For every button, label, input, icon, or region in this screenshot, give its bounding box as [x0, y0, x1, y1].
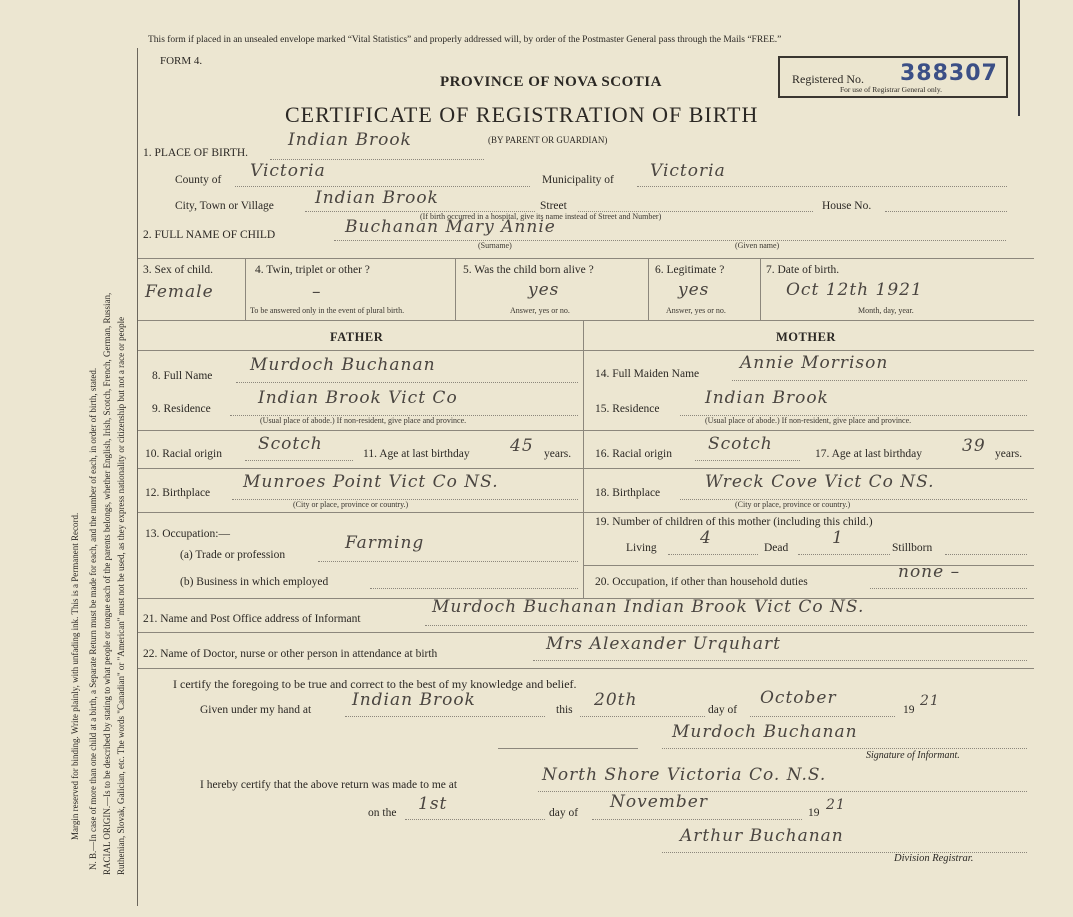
business-label: (b) Business in which employed [180, 576, 329, 588]
dead-value: 1 [832, 528, 844, 548]
mother-sep-4 [583, 565, 1034, 566]
county-value: Victoria [250, 161, 326, 181]
mother-occupation-label: 20. Occupation, if other than household duties [595, 576, 808, 588]
registered-number: 388307 [900, 61, 998, 86]
registrar-year-prefix: 19 [808, 807, 820, 819]
given-year: 21 [920, 693, 940, 709]
mother-racial-value: Scotch [708, 434, 773, 454]
father-residence-note: (Usual place of abode.) If non-resident, give place and province. [260, 416, 467, 425]
informant-signature: Murdoch Buchanan [672, 722, 858, 742]
this-label: this [556, 704, 573, 716]
form-number: FORM 4. [160, 55, 203, 67]
municipality-value: Victoria [650, 161, 726, 181]
given-label: Given under my hand at [200, 704, 312, 716]
mother-occupation-value: none – [898, 562, 961, 582]
living-value: 4 [700, 528, 712, 548]
twin-note: To be answered only in the event of plural birth. [250, 306, 405, 315]
father-name-value: Murdoch Buchanan [250, 355, 436, 375]
mother-occupation-line [870, 588, 1027, 589]
mother-racial-label: 16. Racial origin [595, 448, 672, 460]
date-value: Oct 12th 1921 [786, 280, 923, 300]
given-month: October [760, 688, 837, 708]
margin-note: Margin reserved for binding. Write plainly, with unfading ink. This is a Permanent Record. [70, 512, 80, 840]
racial-origin-note-1: RACIAL ORIGIN.—Is to be described by stating to what people or tongue each of the parents belongs, whether English, Irish, Scotch, French, German, Russian, [102, 292, 112, 875]
mother-birthplace-label: 18. Birthplace [595, 487, 661, 499]
registrar-statement: I hereby certify that the above return was made to me at [200, 779, 458, 791]
parents-divider [583, 320, 584, 598]
city-value: Indian Brook [315, 188, 439, 208]
father-birthplace-note: (City or place, province or country.) [293, 500, 409, 509]
mother-sep-2 [583, 468, 1034, 469]
registrar-signature-label: Division Registrar. [894, 853, 974, 864]
row-top-line [138, 258, 1034, 259]
dead-label: Dead [764, 542, 789, 554]
doctor-value: Mrs Alexander Urquhart [546, 634, 781, 654]
living-label: Living [626, 542, 657, 554]
informant-line [425, 625, 1027, 626]
street-label: Street [540, 200, 567, 212]
racial-origin-note-2: Ruthenian, Slovak, Galician, etc. The words "Canadian" or "American" must not be used, as they express nationality or citizenship but not a race or people [116, 316, 126, 875]
twin-value: – [312, 282, 322, 302]
father-heading: FATHER [330, 330, 384, 344]
informant-sep [138, 632, 1034, 633]
registered-note: For use of Registrar General only. [840, 85, 942, 94]
doctor-line [533, 660, 1027, 661]
registrar-day: 1st [418, 794, 448, 814]
mother-sep-1 [583, 430, 1034, 431]
mother-racial-line [695, 460, 800, 461]
alive-label: 5. Was the child born alive ? [463, 264, 594, 276]
father-residence-label: 9. Residence [152, 403, 211, 415]
mother-birthplace-line [680, 499, 1027, 500]
registrar-day-line [405, 819, 545, 820]
registered-label: Registered No. [792, 72, 864, 86]
mother-birthplace-note: (City or place, province or country.) [735, 500, 851, 509]
given-place-line [345, 716, 545, 717]
hospital-note: (If birth occurred in a hospital, give its name instead of Street and Number) [420, 212, 662, 221]
twin-label: 4. Twin, triplet or other ? [255, 264, 370, 276]
mother-name-value: Annie Morrison [740, 353, 889, 373]
father-birthplace-value: Munroes Point Vict Co NS. [243, 472, 499, 492]
registrar-year: 21 [826, 797, 846, 813]
surname-note: (Surname) [478, 241, 512, 250]
living-line [668, 554, 758, 555]
signature-short-line [498, 748, 638, 749]
date-label: 7. Date of birth. [766, 264, 840, 276]
alive-value: yes [528, 280, 560, 300]
place-line [270, 159, 484, 160]
father-racial-line [245, 460, 353, 461]
father-years: years. [544, 448, 572, 460]
informant-signature-line [662, 748, 1027, 749]
registrar-day-label: day of [549, 807, 579, 819]
informant-label: 21. Name and Post Office address of Informant [143, 613, 361, 625]
county-line [235, 186, 530, 187]
col-divider-2 [455, 258, 456, 320]
certificate-title: CERTIFICATE OF REGISTRATION OF BIRTH [285, 102, 759, 127]
informant-signature-label: Signature of Informant. [866, 750, 960, 761]
father-birthplace-label: 12. Birthplace [145, 487, 211, 499]
mother-residence-value: Indian Brook [705, 388, 829, 408]
registrar-place: North Shore Victoria Co. N.S. [542, 765, 827, 785]
father-name-line [236, 382, 578, 383]
col-divider-1 [245, 258, 246, 320]
trade-line [318, 561, 578, 562]
heading-line [138, 350, 1034, 351]
father-age-label: 11. Age at last birthday [363, 448, 470, 460]
full-name-label: 2. FULL NAME OF CHILD [143, 229, 276, 241]
mother-birthplace-value: Wreck Cove Vict Co NS. [705, 472, 935, 492]
father-sep-1 [138, 430, 583, 431]
father-racial-value: Scotch [258, 434, 323, 454]
left-border-line [137, 48, 138, 906]
on-the-label: on the [368, 807, 397, 819]
municipality-line [637, 186, 1007, 187]
stillborn-line [945, 554, 1027, 555]
certify-statement: I certify the foregoing to be true and correct to the best of my knowledge and belief. [173, 677, 577, 691]
given-place: Indian Brook [352, 690, 476, 710]
sex-label: 3. Sex of child. [143, 264, 213, 276]
given-month-line [750, 716, 895, 717]
father-residence-value: Indian Brook Vict Co [258, 388, 458, 408]
full-name-line [334, 240, 1006, 241]
mother-sep-3 [583, 512, 1034, 513]
full-name-value: Buchanan Mary Annie [345, 217, 556, 237]
house-label: House No. [822, 200, 872, 212]
registrar-signature: Arthur Buchanan [680, 826, 844, 846]
dead-line [798, 554, 890, 555]
row-bottom-line [138, 320, 1034, 321]
place-of-birth-label: 1. PLACE OF BIRTH. [143, 147, 249, 159]
place-of-birth-value: Indian Brook [288, 130, 412, 150]
doctor-sep [138, 668, 1034, 669]
father-sep-2 [138, 468, 583, 469]
registrar-month: November [610, 792, 708, 812]
legitimate-note: Answer, yes or no. [666, 306, 726, 315]
nb-note: N. B.—In case of more than one child at a birth, a Separate Return must be made for each, and the number of each, in order of birth, stated. [88, 367, 98, 870]
given-day-label: day of [708, 704, 738, 716]
business-line [370, 588, 578, 589]
sex-value: Female [145, 282, 214, 302]
mother-age-value: 39 [962, 436, 986, 456]
trade-label: (a) Trade or profession [180, 549, 286, 561]
children-label: 19. Number of children of this mother (including this child.) [595, 516, 873, 528]
col-divider-3 [648, 258, 649, 320]
mother-name-label: 14. Full Maiden Name [595, 368, 700, 380]
legitimate-value: yes [678, 280, 710, 300]
father-name-label: 8. Full Name [152, 370, 213, 382]
registered-number-box [778, 56, 1008, 98]
col-divider-4 [760, 258, 761, 320]
top-notice: This form if placed in an unsealed envelope marked “Vital Statistics” and properly addressed will, by order of the Postmaster General pass through the Mails “FREE.” [148, 35, 782, 45]
registrar-month-line [592, 819, 802, 820]
county-label: County of [175, 174, 222, 186]
occupation-label: 13. Occupation:— [145, 528, 230, 540]
mother-name-line [732, 380, 1027, 381]
mother-residence-note: (Usual place of abode.) If non-resident, give place and province. [705, 416, 912, 425]
father-sep-3 [138, 512, 583, 513]
given-year-prefix: 19 [903, 704, 915, 716]
province-heading: PROVINCE OF NOVA SCOTIA [440, 74, 662, 90]
father-racial-label: 10. Racial origin [145, 448, 222, 460]
doctor-label: 22. Name of Doctor, nurse or other person in attendance at birth [143, 648, 438, 660]
legitimate-label: 6. Legitimate ? [655, 264, 725, 276]
pen-mark [1018, 0, 1020, 116]
city-label: City, Town or Village [175, 200, 274, 212]
given-day-line [580, 716, 705, 717]
given-name-note: (Given name) [735, 241, 780, 250]
mother-years: years. [995, 448, 1023, 460]
trade-value: Farming [345, 533, 425, 553]
by-parent-note: (BY PARENT OR GUARDIAN) [488, 135, 608, 145]
date-note: Month, day, year. [858, 306, 914, 315]
given-day: 20th [594, 690, 638, 710]
municipality-label: Municipality of [542, 174, 614, 186]
informant-value: Murdoch Buchanan Indian Brook Vict Co NS. [432, 597, 865, 617]
father-age-value: 45 [510, 436, 534, 456]
mother-heading: MOTHER [776, 330, 836, 344]
mother-residence-label: 15. Residence [595, 403, 660, 415]
alive-note: Answer, yes or no. [510, 306, 570, 315]
stillborn-label: Stillborn [892, 542, 933, 554]
house-line [885, 211, 1007, 212]
mother-age-label: 17. Age at last birthday [815, 448, 922, 460]
